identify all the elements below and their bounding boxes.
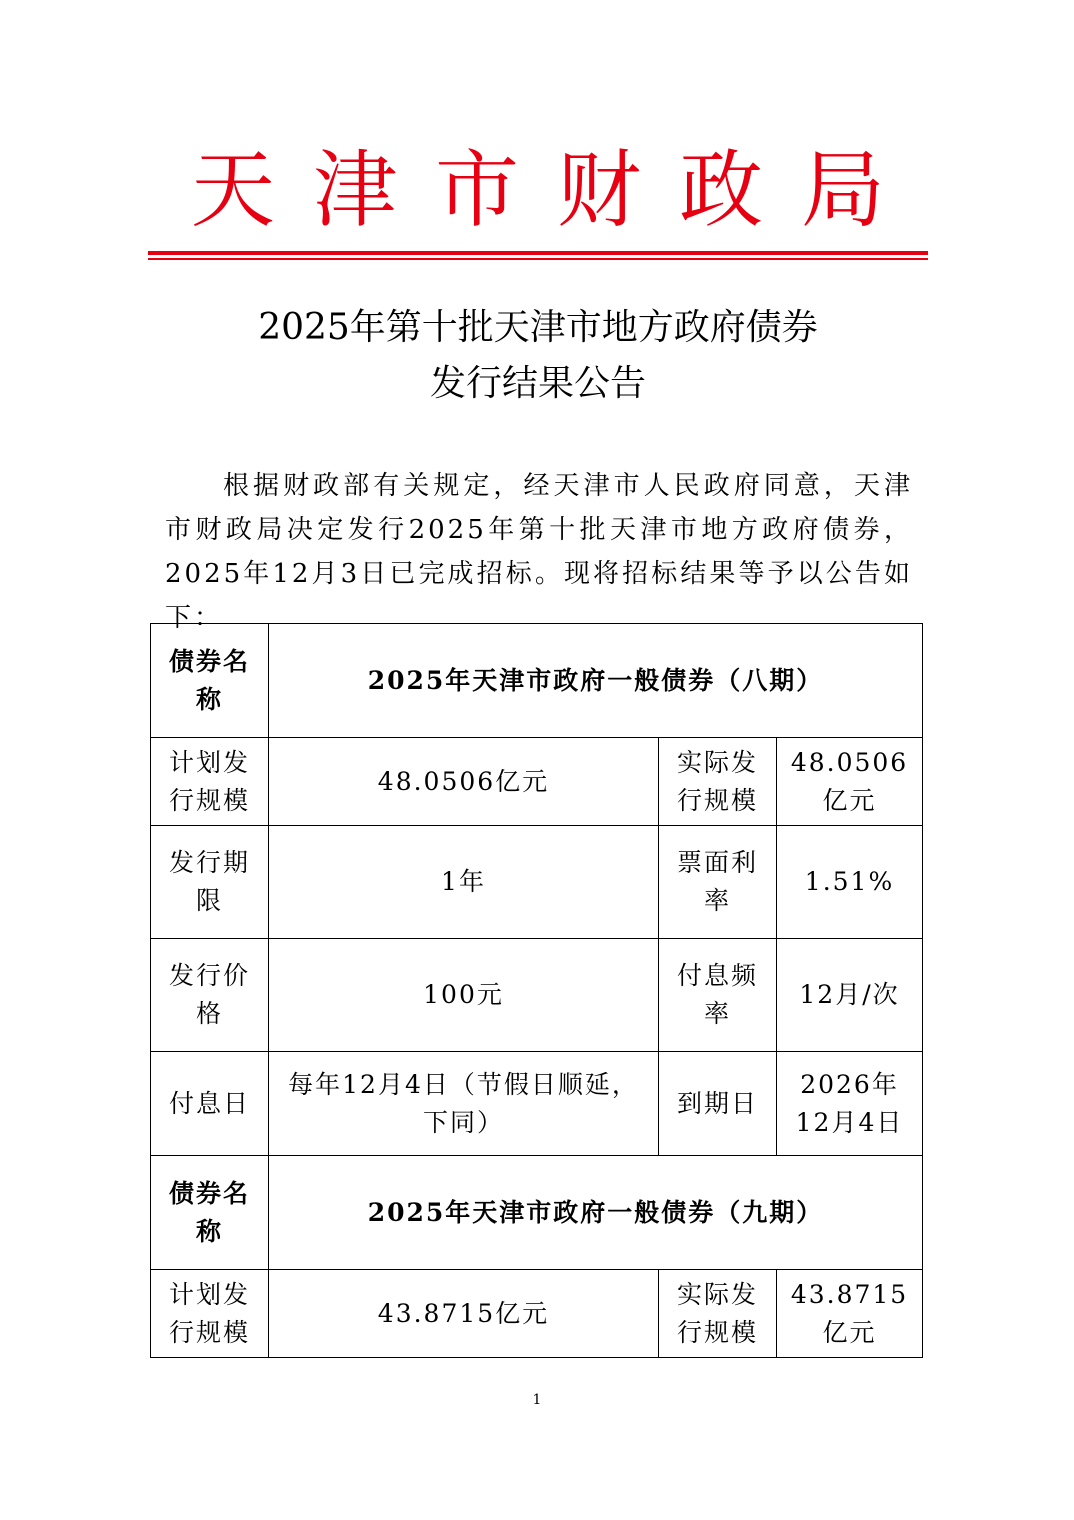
- actual-size-label: 实际发行规模: [659, 738, 777, 826]
- planned-size-label: 计划发行规模: [151, 738, 269, 826]
- coupon-rate-label: 票面利率: [659, 826, 777, 939]
- letterhead-divider-thick: [148, 251, 928, 255]
- coupon-rate-value: 1.51%: [777, 826, 923, 939]
- table-row: [151, 826, 923, 939]
- bond-name: 2025年天津市政府一般债券（八期）: [269, 624, 923, 738]
- term-label: 发行期限: [151, 826, 269, 939]
- document-title: [150, 300, 926, 412]
- bond-name: 2025年天津市政府一般债券（九期）: [269, 1156, 923, 1270]
- letterhead-org-name: 天津市财政局: [190, 141, 923, 239]
- maturity-date-label: 到期日: [659, 1052, 777, 1156]
- actual-size-label: 实际发行规模: [659, 1270, 777, 1358]
- payment-date-label: 付息日: [151, 1052, 269, 1156]
- term-value: 1年: [269, 826, 659, 939]
- planned-size-value: 43.8715亿元: [269, 1270, 659, 1358]
- actual-size-value: 43.8715亿元: [777, 1270, 923, 1358]
- table-row: [151, 1052, 923, 1156]
- issue-price-label: 发行价格: [151, 939, 269, 1052]
- payment-frequency-label: 付息频率: [659, 939, 777, 1052]
- maturity-date-value: 2026年12月4日: [777, 1052, 923, 1156]
- table-row: [151, 624, 923, 738]
- bond-name-label: 债券名称: [151, 624, 269, 738]
- bond-name-label: 债券名称: [151, 1156, 269, 1270]
- table-row: [151, 1156, 923, 1270]
- payment-frequency-value: 12月/次: [777, 939, 923, 1052]
- table-row: [151, 1270, 923, 1358]
- page-number: 1: [532, 1392, 542, 1408]
- document-title-line2: 发行结果公告: [429, 363, 646, 404]
- actual-size-value: 48.0506亿元: [777, 738, 923, 826]
- issue-price-value: 100元: [269, 939, 659, 1052]
- table-row: [151, 939, 923, 1052]
- planned-size-value: 48.0506亿元: [269, 738, 659, 826]
- table-row: [151, 738, 923, 826]
- issuance-results-table: [150, 623, 923, 1358]
- document-title-line1: 2025年第十批天津市地方政府债券: [258, 307, 818, 348]
- letterhead-divider-thin: [148, 258, 928, 260]
- planned-size-label: 计划发行规模: [151, 1270, 269, 1358]
- intro-paragraph: 根据财政部有关规定，经天津市人民政府同意，天津市财政局决定发行2025年第十批天津市地方政府债券，2025年12月3日已完成招标。现将招标结果等予以公告如下：: [165, 471, 913, 633]
- payment-date-value: 每年12月4日（节假日顺延，下同）: [269, 1052, 659, 1156]
